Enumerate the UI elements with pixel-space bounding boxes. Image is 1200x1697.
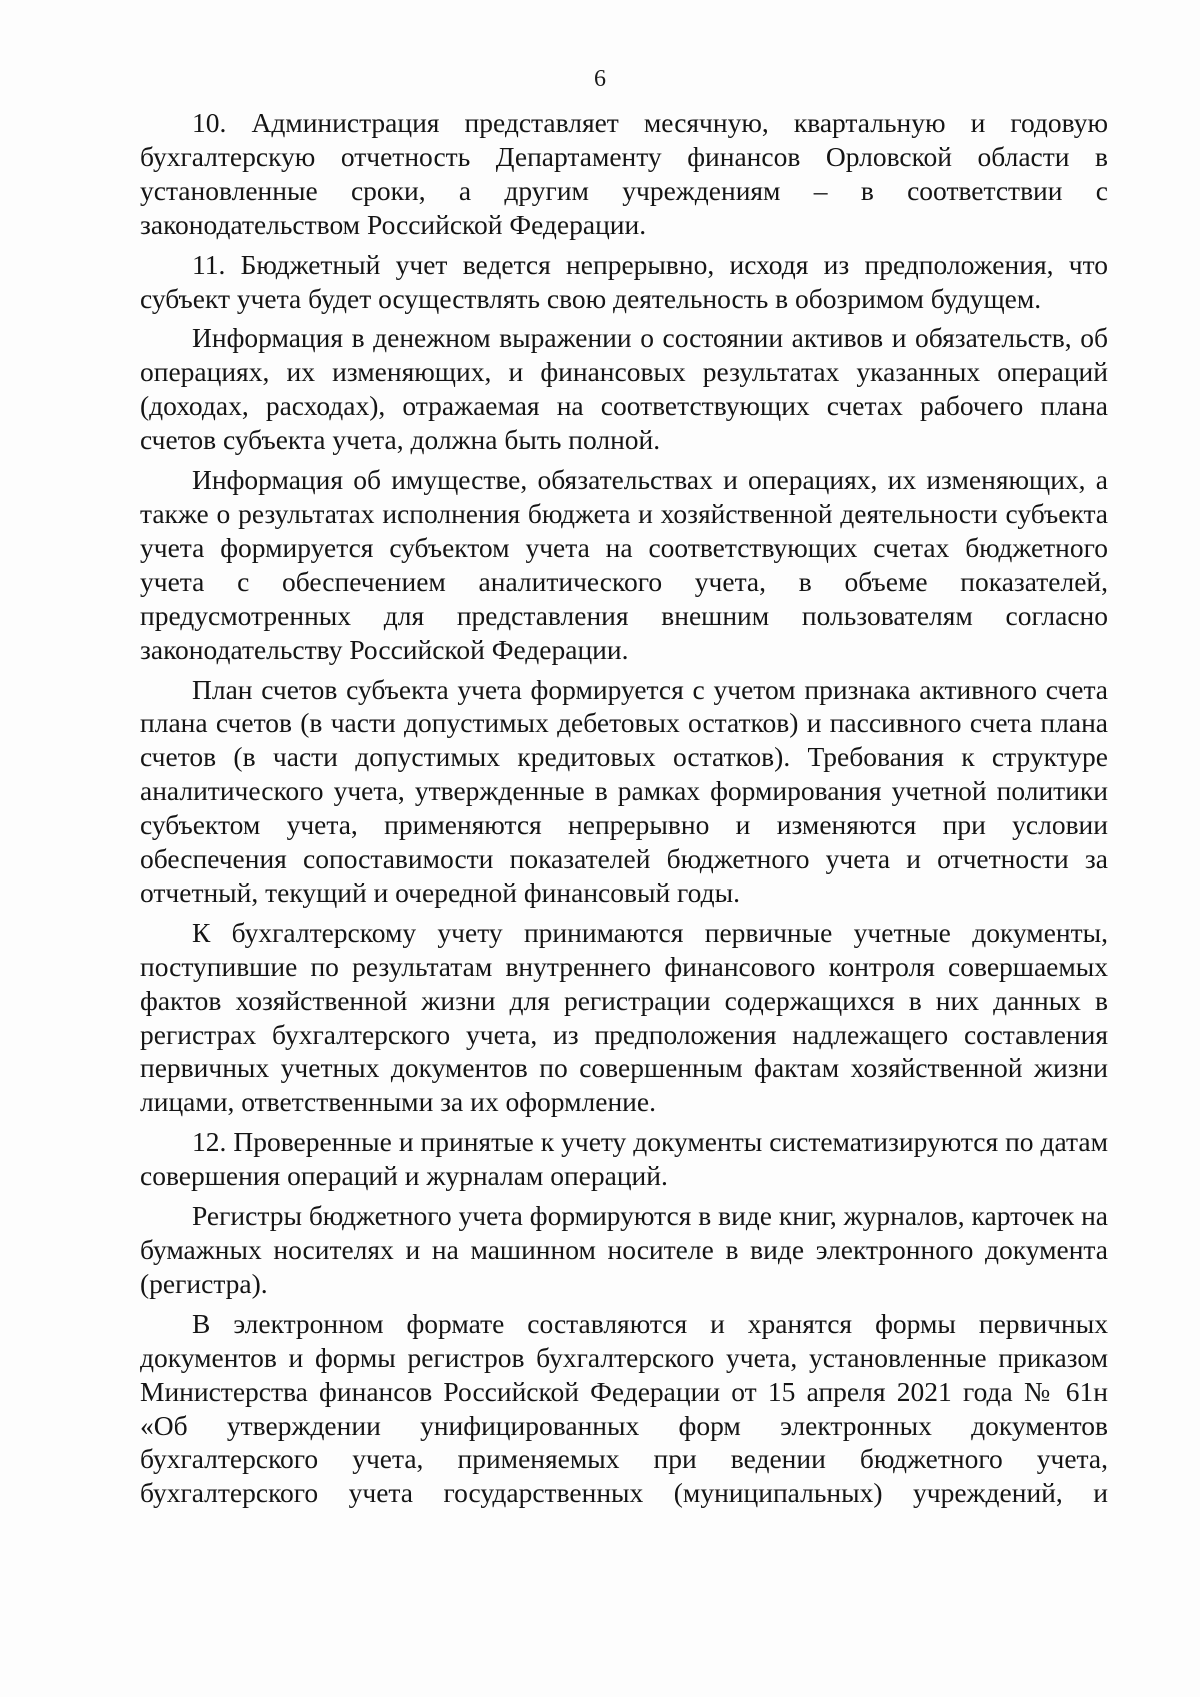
paragraph-primary-documents: К бухгалтерскому учету принимаются первичные учетные документы, поступившие по результатам внутреннего финансового контроля совершаемых фактов хозяйственной жизни для регистрации содержащихся в них данных в регистрах бухгалтерского учета, из предположения надлежащего составления первичных учетных документов по совершенным фактам хозяйственной жизни лицами, ответственными за их оформление. <box>140 916 1108 1118</box>
paragraph-chart-of-accounts: План счетов субъекта учета формируется с учетом признака активного счета плана счетов (в части допустимых дебетовых остатков) и пассивного счета плана счетов (в части допустимых кредитовых остатков). Требования к структуре аналитического учета, утвержденные в рамках формирования учетной политики субъектом учета, применяются непрерывно и изменяются при условии обеспечения сопоставимости показателей бюджетного учета и отчетности за отчетный, текущий и очередной финансовый годы. <box>140 673 1108 908</box>
paragraph-info-property: Информация об имуществе, обязательствах и операциях, их изменяющих, а также о результатах исполнения бюджета и хозяйственной деятельности субъекта учета формируется субъектом учета на соответствующих счетах бюджетного учета с обеспечением аналитического учета, в объеме показателей, предусмотренных для представления внешним пользователям согласно законодательству Российской Федерации. <box>140 464 1108 665</box>
document-body <box>140 106 1108 1516</box>
paragraph-10: 10. Администрация представляет месячную, квартальную и годовую бухгалтерскую отчетность Департаменту финансов Орловской области в установленные сроки, а другим учреждениям – в соответствии с законодательством Российской Федерации. <box>140 107 1108 240</box>
paragraph-12: 12. Проверенные и принятые к учету документы систематизируются по датам совершения операций и журналам операций. <box>140 1126 1108 1192</box>
paragraph-electronic-format: В электронном формате составляются и хранятся формы первичных документов и формы регистров бухгалтерского учета, установленные приказом Министерства финансов Российской Федерации от 15 апреля 2021 года № 61н «Об утверждении унифицированных форм электронных документов бухгалтерского учета, применяемых при ведении бюджетного учета, бухгалтерского учета государственных (муниципальных) учреждений, и <box>140 1307 1108 1509</box>
paragraph-11: 11. Бюджетный учет ведется непрерывно, исходя из предположения, что субъект учета будет осуществлять свою деятельность в обозримом будущем. <box>140 248 1108 314</box>
paragraph-registers: Регистры бюджетного учета формируются в виде книг, журналов, карточек на бумажных носителях и на машинном носителе в виде электронного документа (регистра). <box>140 1200 1108 1299</box>
page-number: 6 <box>594 66 606 92</box>
paragraph-info-monetary: Информация в денежном выражении о состоянии активов и обязательств, об операциях, их изменяющих, и финансовых результатах указанных операций (доходах, расходах), отражаемая на соответствующих счетах рабочего плана счетов субъекта учета, должна быть полной. <box>140 322 1108 456</box>
